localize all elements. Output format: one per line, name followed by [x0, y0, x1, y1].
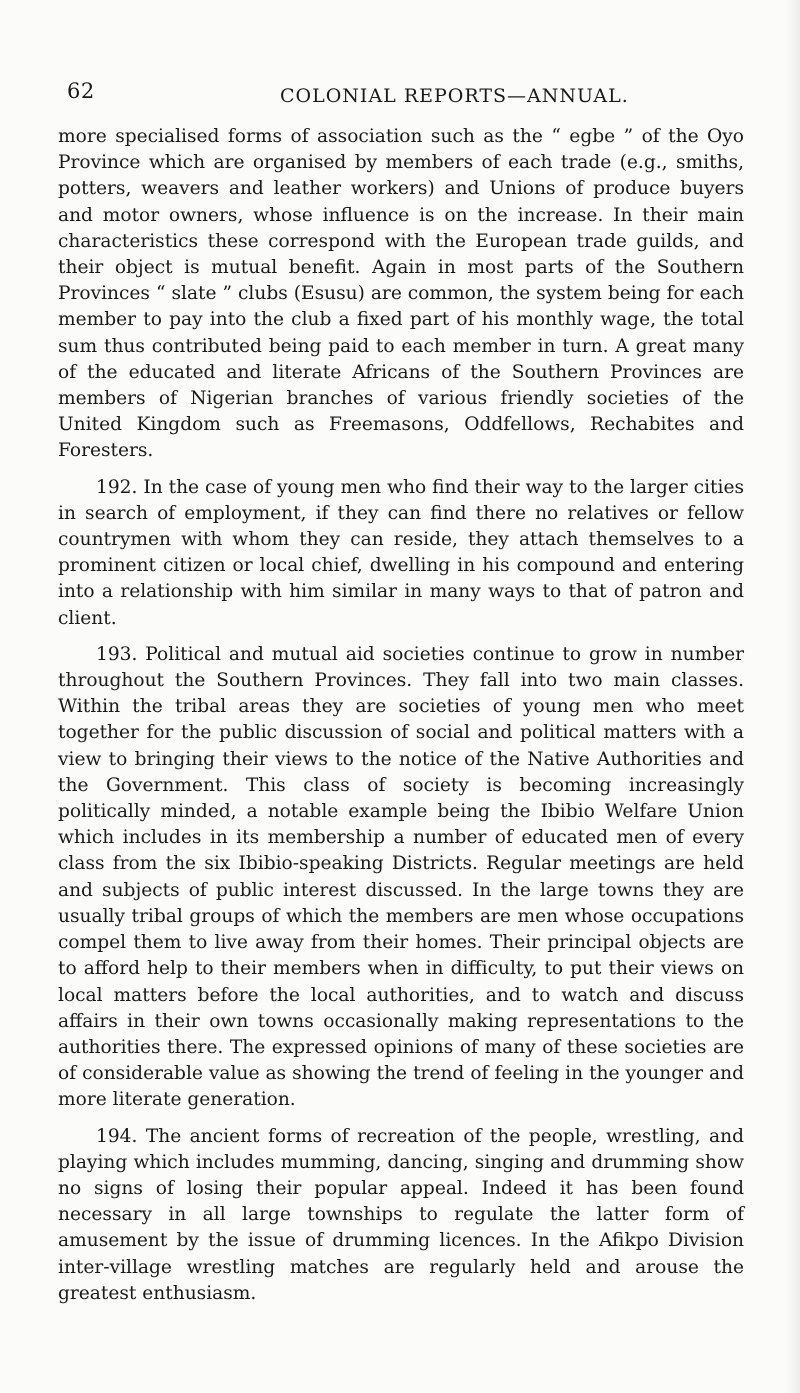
paragraph-193: 193. Political and mutual aid societies continue to grow in number throughout the Southern Provinces. They fall into two main classes. Within the tribal areas they are societies of young men who meet together for the public discussion of social and political matters with a view to bringing their views to the notice of the Native Authorities and the Government. This class of society is becoming increasingly politically minded, a notable example being the Ibibio Welfare Union which includes in its membership a number of educated men of every class from the six Ibibio-speaking Districts. Regular meetings are held and subjects of public interest discussed. In the large towns they are usually tribal groups of which the members are men whose occupations compel them to live away from their homes. Their principal objects are to afford help to their members when in difficulty, to put their views on local matters before the local authorities, and to watch and discuss affairs in their own towns occasionally making representations to the authorities there. The expressed opinions of many of these societies are of considerable value as showing the trend of feeling in the younger and more literate generation. — [58, 643, 744, 1111]
page-edge-shadow — [786, 0, 800, 1393]
paragraph-194: 194. The ancient forms of recreation of the people, wrestling, and playing which includes mumming, dancing, singing and drumming show no signs of losing their popular appeal. Indeed it has been found necessary in all large townships to regulate the latter form of amusement by the issue of drumming licences. In the Afikpo Division inter-village wrestling matches are regularly held and arouse the greatest enthusiasm. — [58, 1125, 744, 1304]
body-text — [58, 124, 744, 1317]
paragraph-continued: more specialised forms of association such as the “ egbe ” of the Oyo Province which are organised by members of each trade (e.g., smiths, potters, weavers and leather workers) and Unions of produce buyers and motor owners, whose influence is on the increase. In their main characteristics these correspond with the European trade guilds, and their object is mutual benefit. Again in most parts of the Southern Provinces “ slate ” clubs (Esusu) are common, the system being for each member to pay into the club a fixed part of his monthly wage, the total sum thus contributed being paid to each member in turn. A great many of the educated and literate Africans of the Southern Provinces are members of Nigerian branches of various friendly societies of the United Kingdom such as Freemasons, Oddfellows, Rechabites and Foresters. — [58, 126, 744, 462]
running-title: COLONIAL REPORTS—ANNUAL. — [280, 85, 629, 107]
paragraph-192: 192. In the case of young men who find their way to the larger cities in search of employment, if they can find there no relatives or fellow countrymen with whom they can reside, they attach themselves to a prominent citizen or local chief, dwelling in his compound and entering into a relationship with him similar in many ways to that of patron and client. — [58, 476, 744, 629]
page-number: 62 — [67, 79, 95, 103]
